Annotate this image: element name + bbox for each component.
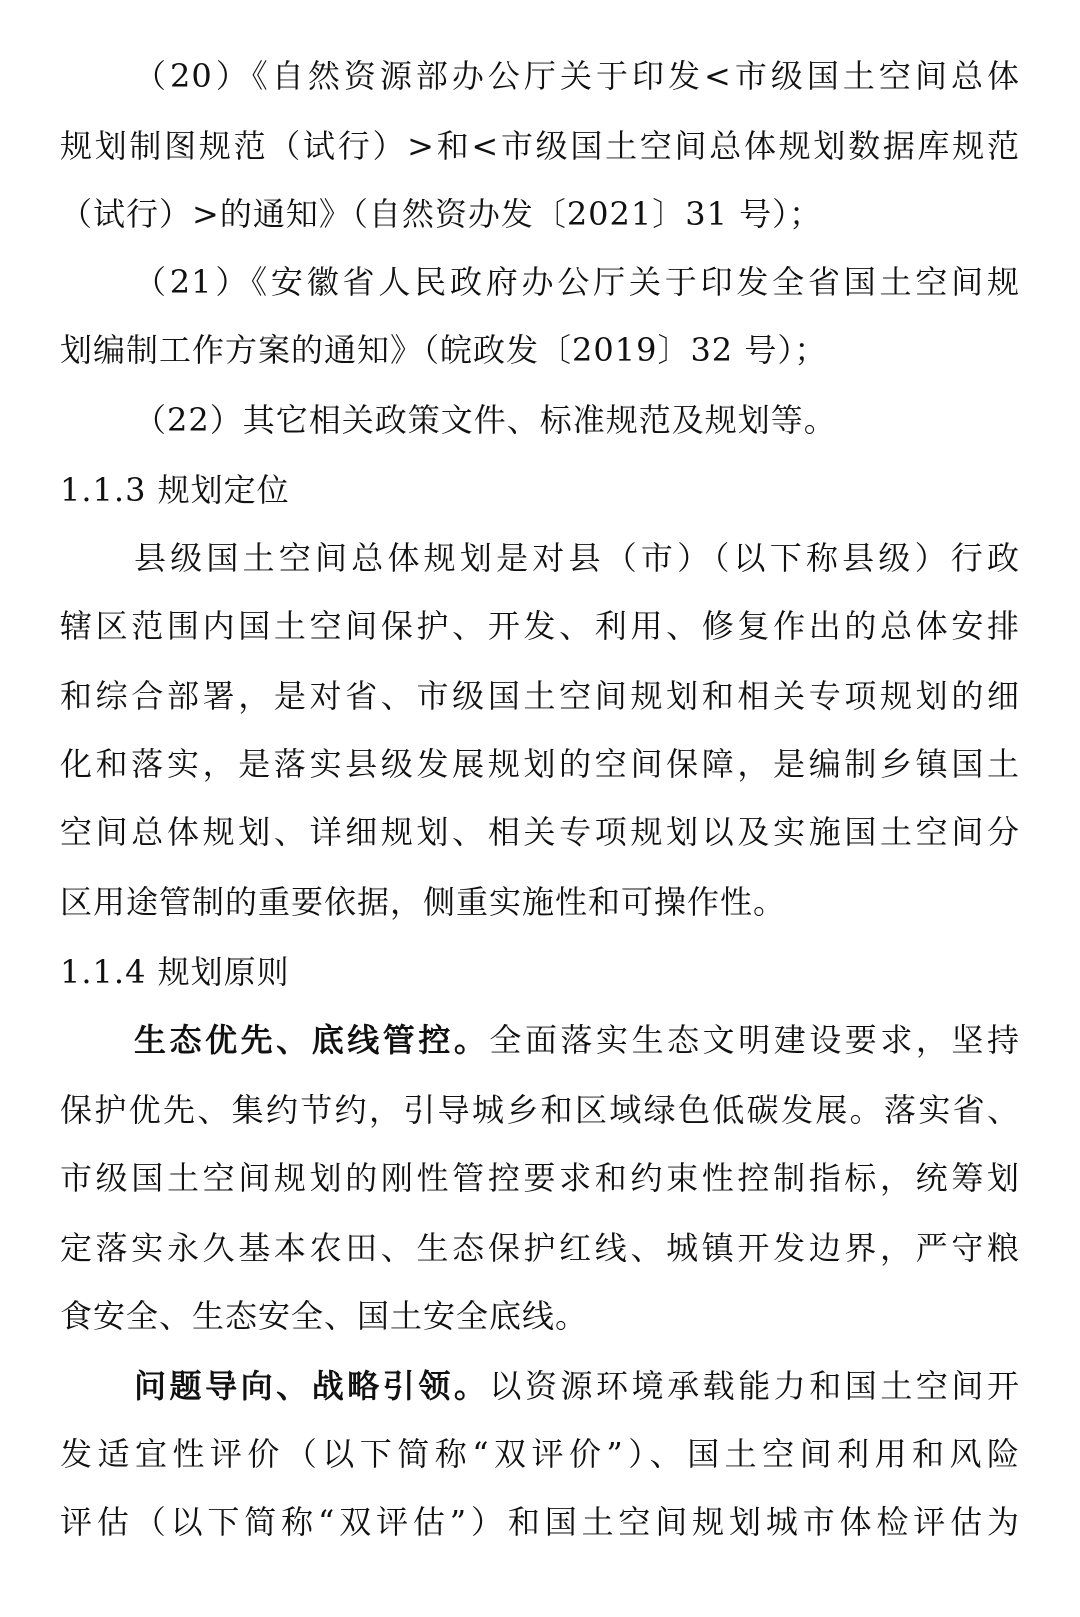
- paragraph-line: 规划制图规范（试行）>和<市级国土空间总体规划数据库规范: [60, 127, 1020, 165]
- paragraph-line: （21）《安徽省人民政府办公厅关于印发全省国土空间规: [134, 263, 1020, 301]
- paragraph-line: 空间总体规划、详细规划、相关专项规划以及实施国土空间分: [60, 813, 1020, 851]
- paragraph-line: 市级国土空间规划的刚性管控要求和约束性控制指标，统筹划: [60, 1159, 1020, 1197]
- paragraph-line: 发适宜性评价（以下简称“双评价”）、国土空间利用和风险: [60, 1435, 1020, 1473]
- paragraph-line: 县级国土空间总体规划是对县（市）（以下称县级）行政: [134, 539, 1020, 577]
- section-heading: 1.1.3 规划定位: [60, 471, 290, 509]
- principle-text: 全面落实生态文明建设要求，坚持: [489, 1021, 1020, 1059]
- paragraph-line: 定落实永久基本农田、生态保护红线、城镇开发边界，严守粮: [60, 1229, 1020, 1267]
- principle-title: 生态优先、底线管控。: [134, 1021, 490, 1059]
- paragraph-line: [134, 1366, 1020, 1406]
- paragraph-line: [134, 1020, 1020, 1060]
- principle-text: 以资源环境承载能力和国土空间开: [489, 1367, 1020, 1405]
- paragraph-line: 区用途管制的重要依据，侧重实施性和可操作性。: [60, 883, 787, 921]
- paragraph-line: 化和落实，是落实县级发展规划的空间保障，是编制乡镇国土: [60, 745, 1020, 783]
- paragraph-line: （22）其它相关政策文件、标准规范及规划等。: [134, 401, 837, 439]
- section-heading: 1.1.4 规划原则: [60, 953, 290, 991]
- paragraph-line: 保护优先、集约节约，引导城乡和区域绿色低碳发展。落实省、: [60, 1091, 1020, 1129]
- paragraph-line: 和综合部署，是对省、市级国土空间规划和相关专项规划的细: [60, 677, 1020, 715]
- paragraph-line: 评估（以下简称“双评估”）和国土空间规划城市体检评估为: [60, 1503, 1020, 1541]
- paragraph-line: 划编制工作方案的通知》（皖政发〔2019〕32 号）；: [60, 331, 828, 369]
- paragraph-line: （试行）>的通知》（自然资办发〔2021〕31 号）；: [60, 195, 823, 233]
- paragraph-line: 辖区范围内国土空间保护、开发、利用、修复作出的总体安排: [60, 607, 1020, 645]
- principle-title: 问题导向、战略引领。: [134, 1367, 490, 1405]
- paragraph-line: （20）《自然资源部办公厅关于印发<市级国土空间总体: [134, 57, 1020, 95]
- paragraph-line: 食安全、生态安全、国土安全底线。: [60, 1297, 589, 1335]
